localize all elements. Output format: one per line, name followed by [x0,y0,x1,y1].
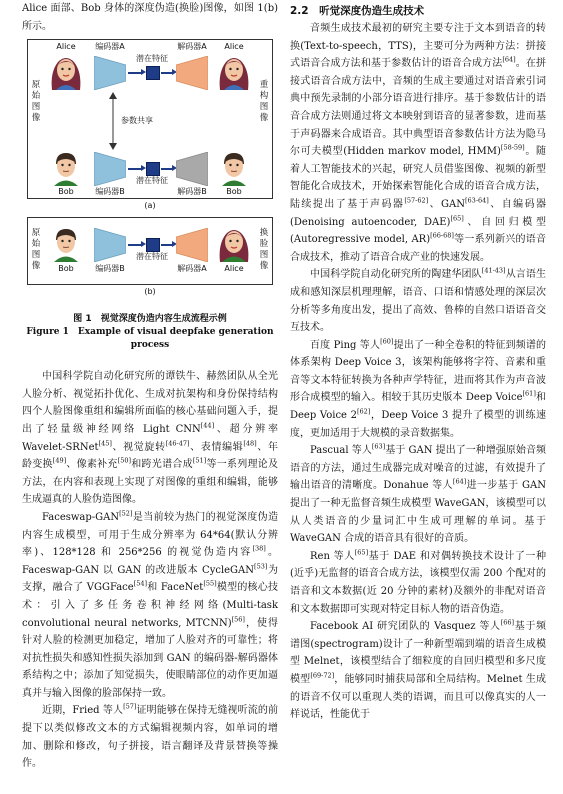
paragraph-tts: 音频生成技术最初的研究主要专注于文本到语音的转换(Text-to-speech，TTS)，主要可分为两种方法：拼接式语音合成方法和基于参数估计的语音合成方法[64]。在拼接式语音合成方法中，音频的生成主要通过对语音索引词典中预先录制的小部分语音进行排序。基于参数估计的语音合成方法则通过将文本映射到语音的显著参数，进而基于声码器来合成语音。其中典型语音参数估计方法为隐马尔可夫模型(Hidden markov model, HMM)[58-59]。随着人工智能技术的兴起，研究人员借鉴图像、视频的新型智能化合成技术，开始探索智能化合成的语音合成方法，陆续提出了基于声码器[57-62]、GAN[63-64]、自编码器(Denoising autoencoder, DAE)[65]、自回归模型(Autoregressive model, AR)[66-68]等一系列新兴的语音合成技术，推动了语音合成产业的快速发展。 [290,23,547,263]
decoder-a-shape [176,56,208,90]
shared-params-arrow [108,92,118,150]
left-column [22,0,278,773]
label-alice-b: Alice [224,264,244,274]
figure-caption-cn: 图 1 视觉深度伪造内容生成流程示例 [73,314,227,325]
right-column [290,0,546,724]
intro-text: Alice 面部、Bob 身体的深度伪造(换脸)图像，如图 1(b)所示。 [22,3,278,32]
label-encoder-a: 编码器A [95,42,125,52]
bob-recon-face-icon [214,150,254,186]
label-original-b: 原始图像 [31,228,41,272]
label-original-images: 原始图像 [31,80,41,124]
sub-caption-a: (a) [144,201,156,211]
label-decoder-a-b: 解码器A [177,264,207,274]
paragraph-fried: 近期，Fried 等人[57]证明能够在保持无缝视听流的前提下以类似修改文本的方式编辑视频内容，如单词的增加、删除和修改，句子拼接，语言翻译及背景替换等操作。 [22,703,279,770]
decoder-b-shape [176,152,208,186]
label-swapped-b: 换脸图像 [259,228,269,272]
latent-feature-b [146,238,160,252]
label-encoder-b: 编码器B [95,187,125,197]
label-shared-params: 参数共享 [121,116,153,126]
alice-face-icon [46,54,86,90]
label-bob-input: Bob [58,187,74,197]
arrow-enc-b2 [128,244,142,245]
arrow-enc-b [128,168,142,169]
label-latent-bottom: 潜在特征 [136,176,168,186]
encoder-b-shape-b [94,228,126,262]
figure-1 [22,39,278,352]
label-decoder-a: 解码器A [177,42,207,52]
label-bob-recon: Bob [226,187,242,197]
swapped-face-icon [214,226,254,262]
paragraph-deep-voice: 百度 Ping 等人[60]提出了一种全卷积的特征到频谱的体系架构 Deep Voice 3，该架构能够将字符、音素和重音等文本特征转换为各种声学特征，进而将其作为声音波形合成模型的输入。相较于其历史版本 Deep Voice[61]和 Deep Voice 2[62]，Deep Voice 3 提升了模型的训练速度，更加适用于大规模的录音数据集。 [290,337,547,439]
figure-panel-a [27,39,273,199]
paragraph-wavegan: Pascual 等人[63]基于 GAN 提出了一种增强原始音频语音的方法，通过生成器完成对噪音的过滤，有效提升了输出语音的清晰度。Donahue 等人[64]进一步基于 GAN 提出了一种无监督音频生成模型 WaveGAN，该模型可以从人类语音的少量词汇中生成可理解的单词。基于 WaveGAN 合成的语音具有很好的音质。 [290,442,547,545]
paragraph-faceswap-gan: Faceswap-GAN[52]是当前较为热门的视觉深度伪造内容生成模型，可用于生成分辨率为 64*64(默认分辨率)、128*128 和 256*256 的视觉伪造内容[38]。Faceswap-GAN 以 GAN 的改进版本 CycleGAN[53]为支撑，融合了 VGGFace[54]和 FaceNet[55]模型的核心技术：引入了多任务卷积神经网络(Multi-task convolutional neural networks, MTCNN)[56]，使得针对人脸的检测更加稳定，增加了人脸对齐的可靠性；将对抗性损失和感知性损失添加到 GAN 的编码器-解码器体系结构之中；添加了知觉损失，使眼睛部位的动作更加逼真并与输入图像的脸部保持一致。 [22,509,279,699]
sub-caption-b: (b) [144,287,156,297]
paragraph-casia-speech: 中国科学院自动化研究所的陶建华团队[41-43]从言语生成和感知深层机理理解，语音、口语和情感处理的深层次分析等多角度出发，提出了高效、鲁棒的自然口语语音交互技术。 [290,266,547,334]
arrow-enc-a [128,72,142,73]
decoder-a-shape-b [176,228,208,262]
bob-face-b-icon [46,226,86,262]
label-reconstructed-images: 重构图像 [259,80,269,124]
encoder-b-shape [94,152,126,186]
section-heading: 2.2 听觉深度伪造生成技术 [290,5,425,17]
label-encoder-b-b: 编码器B [95,264,125,274]
paragraph-melnet: Facebook AI 研究团队的 Vasquez 等人[66]基于频谱图(spectrogram)设计了一种新型端到端的语音生成模型 Melnet，该模型结合了细粒度的自回归模型和多尺度模型[69-72]，能够同时捕获局部和全局结构。Melnet 生成的语音不仅可以重现人类的语调，而且可以像真实的人一样说话，性能优于 [290,618,546,721]
arrow-dec-b [161,168,173,169]
figure-panel-b [27,217,273,285]
arrow-dec-a2 [161,244,173,245]
alice-recon-face-icon [214,54,254,90]
latent-feature-top [146,66,160,80]
figure-caption-en: Figure 1 Example of visual deepfake generation process [26,327,274,351]
paragraph-casia-face: 中国科学院自动化研究所的谭铁牛、赫然团队从全光人脸分析、视觉拓扑优化、生成对抗架构和身份保持结构四个人脸图像重组和编辑所面临的核心基础问题入手，提出了轻量级神经网络 Light CNN[44]、超分辨率 Wavelet-SRNet[45]、视觉旋转[46-47]、表情编辑[48]、年龄变换[49]、像素补充[50]和跨光谱合成[51]等一系列理论及方法，在内容和表现上实现了对图像的重组和编辑，能够生成逼真的人脸伪造图像。 [22,371,279,506]
arrow-dec-a [161,72,173,73]
label-decoder-b: 解码器B [177,187,207,197]
label-alice-recon: Alice [224,42,244,52]
label-latent-top: 潜在特征 [136,54,168,64]
latent-feature-bottom [146,162,160,176]
encoder-a-shape [94,56,126,90]
label-alice-input: Alice [56,42,76,52]
paragraph-dae: Ren 等人[65]基于 DAE 和对偶转换技术设计了一种(近乎)无监督的语音合成方法，该模型仅需 200 个配对的语音和文本数据(近 20 分钟的素材)及额外的非配对语音和文本数据即可实现对特定目标人物的语音伪造。 [290,548,546,615]
label-bob-b: Bob [58,264,74,274]
label-latent-b: 潜在特征 [136,252,168,262]
bob-face-icon [46,150,86,186]
